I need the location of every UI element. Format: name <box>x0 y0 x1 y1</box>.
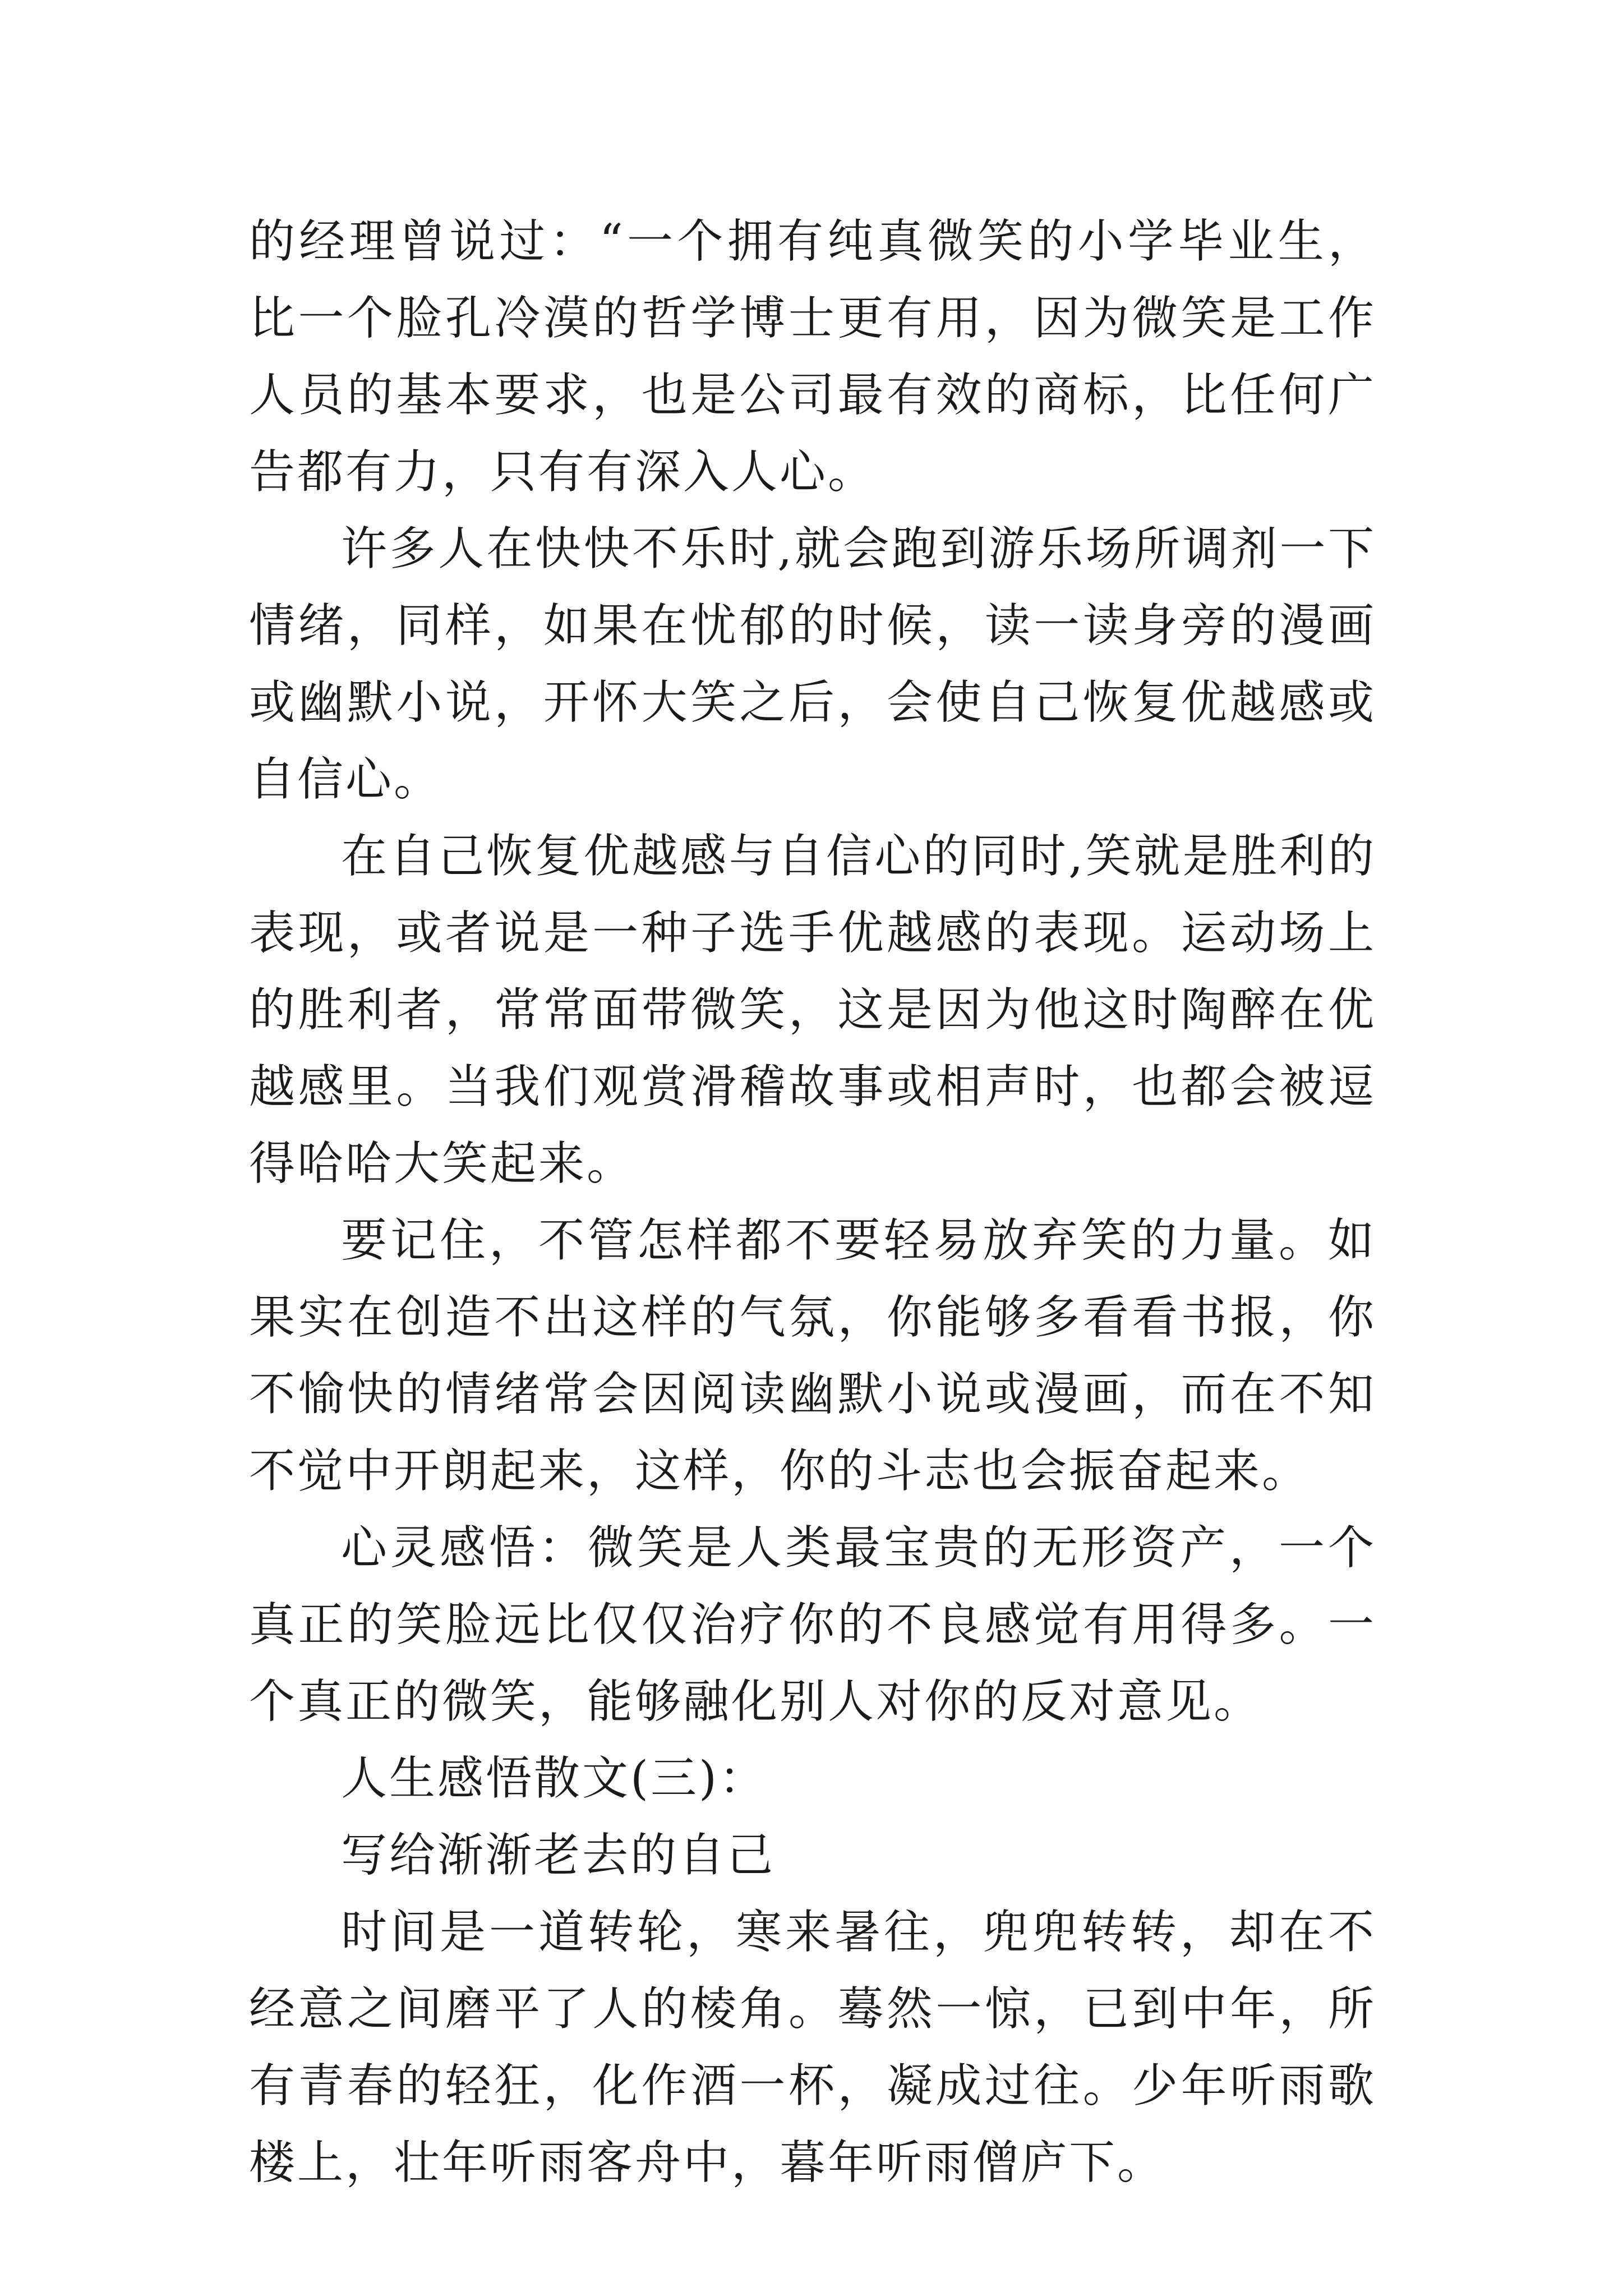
paragraph-4: 要记住，不管怎样都不要轻易放弃笑的力量。如果实在创造不出这样的气氛，你能够多看看书报，你不愉快的情绪常会因阅读幽默小说或漫画，而在不知不觉中开朗起来，这样，你的斗志也会振奋起来。 <box>249 1214 1376 1498</box>
section-heading: 人生感悟散文(三)： <box>341 1752 767 1805</box>
document-body <box>249 203 1376 2201</box>
paragraph-2: 许多人在快快不乐时,就会跑到游乐场所调剂一下情绪，同样，如果在忧郁的时候，读一读身旁的漫画或幽默小说，开怀大笑之后，会使自己恢复优越感或自信心。 <box>249 522 1376 806</box>
section-subtitle: 写给渐渐老去的自己 <box>341 1829 776 1882</box>
paragraph-1: 的经理曾说过：“一个拥有纯真微笑的小学毕业生，比一个脸孔冷漠的哲学博士更有用，因为微笑是工作人员的基本要求，也是公司最有效的商标，比任何广告都有力，只有有深入人心。 <box>249 215 1376 499</box>
paragraph-5: 心灵感悟：微笑是人类最宝贵的无形资产，一个真正的笑脸远比仅仅治疗你的不良感觉有用得多。一个真正的微笑，能够融化别人对你的反对意见。 <box>249 1521 1376 1728</box>
paragraph-6: 时间是一道转轮，寒来暑往，兜兜转转，却在不经意之间磨平了人的棱角。蓦然一惊，已到中年，所有青春的轻狂，化作酒一杯，凝成过往。少年听雨歌楼上，壮年听雨客舟中，暮年听雨僧庐下。 <box>249 1906 1376 2189</box>
paragraph-3: 在自己恢复优越感与自信心的同时,笑就是胜利的表现，或者说是一种子选手优越感的表现。运动场上的胜利者，常常面带微笑，这是因为他这时陶醉在优越感里。当我们观赏滑稽故事或相声时，也都会被逗得哈哈大笑起来。 <box>249 830 1376 1190</box>
